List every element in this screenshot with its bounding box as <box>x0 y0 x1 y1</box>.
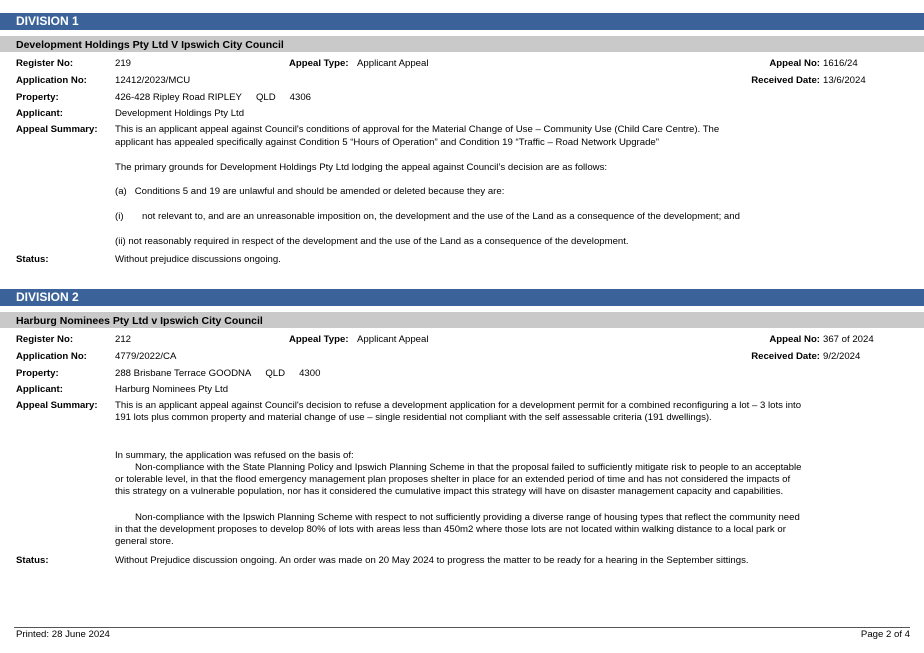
d2-application-no-value: 4779/2022/CA <box>115 351 177 362</box>
d2-appeal-no-label: Appeal No: <box>769 334 820 345</box>
d1-property-value <box>115 92 311 104</box>
d2-applicant-label: Applicant: <box>16 384 63 395</box>
d2-application-no-label: Application No: <box>16 351 87 362</box>
d2-appeal-summary-label: Appeal Summary: <box>16 400 98 411</box>
d2-received-date-value: 9/2/2024 <box>823 351 861 362</box>
d1-application-no-label: Application No: <box>16 75 87 86</box>
d2-summary-bullet-1 <box>115 462 805 498</box>
d1-item-i-text: not relevant to, and are an unreasonable imposition on, the development and the use of the Land as a consequence of the development; and <box>142 211 740 222</box>
printed-date: Printed: 28 June 2024 <box>16 629 110 640</box>
d2-summary-refused-basis: In summary, the application was refused on the basis of: <box>115 450 354 461</box>
footer-divider <box>14 627 910 628</box>
d1-summary-item-ii: (ii) not reasonably required in respect of the development and the use of the Land as a consequence of the development. <box>115 236 629 247</box>
d1-register-no-label: Register No: <box>16 58 74 69</box>
d2-appeal-no-value: 367 of 2024 <box>823 334 874 345</box>
d1-property-label: Property: <box>16 92 59 103</box>
d2-property-postcode: 4300 <box>299 368 321 379</box>
d1-received-date-label: Received Date: <box>751 75 820 86</box>
d1-property-postcode: 4306 <box>289 92 312 103</box>
d2-appeal-type-label: Appeal Type: <box>289 334 349 345</box>
d1-summary-item-a <box>115 186 504 198</box>
division-2-header: DIVISION 2 <box>0 289 924 306</box>
d2-appeal-type-value: Applicant Appeal <box>357 334 429 345</box>
d1-item-a-marker: (a) <box>115 186 127 197</box>
d2-status-label: Status: <box>16 555 49 566</box>
d1-summary-item-i <box>115 211 740 223</box>
d1-summary-grounds: The primary grounds for Development Holdings Pty Ltd lodging the appeal against Council’s decision are as follows: <box>115 162 608 173</box>
d2-applicant-value: Harburg Nominees Pty Ltd <box>115 384 229 395</box>
d2-bullet-1-text: Non-compliance with the State Planning Policy and Ipswich Planning Scheme in that the proposal failed to sufficiently mitigate risk to people to an acceptable or tolerable level, in that the flood emergency management plan proposes shelter in place for an extended period of time and has not considered the impacts of this strategy on a vulnerable population, nor has it considered the cumulative impact this strategy will have on disaster management capacity and capabilities. <box>115 462 802 497</box>
d1-appeal-summary-label: Appeal Summary: <box>16 124 98 135</box>
d2-property-state: QLD <box>265 368 286 379</box>
d1-register-no-value: 219 <box>115 58 132 69</box>
d1-received-date-value: 13/6/2024 <box>823 75 866 86</box>
d1-summary-line-2: applicant has appealed specifically against Condition 5 “Hours of Operation” and Condition 19 “Traffic – Road Network Upgrade” <box>115 137 659 148</box>
d1-item-i-marker: (i) <box>115 211 124 222</box>
d1-summary-line-1: This is an applicant appeal against Council's conditions of approval for the Material Change of Use – Community Use (Child Care Centre). The <box>115 124 720 135</box>
page-number: Page 2 of 4 <box>860 629 910 640</box>
d1-item-a-text: Conditions 5 and 19 are unlawful and should be amended or deleted because they are: <box>134 186 505 197</box>
d1-applicant-label: Applicant: <box>16 108 63 119</box>
d1-appeal-type-value: Applicant Appeal <box>357 58 429 69</box>
d1-appeal-no-value: 1616/24 <box>823 58 858 69</box>
d1-applicant-value: Development Holdings Pty Ltd <box>115 108 245 119</box>
d1-property-address: 426-428 Ripley Road RIPLEY <box>115 92 242 103</box>
d2-summary-intro: This is an applicant appeal against Council's decision to refuse a development application for a development permit for a combined reconfiguring a lot – 3 lots into 191 lots plus common property and material change of use – single residential not compliant with the self assessable criteria (191 dwellings). <box>115 400 802 423</box>
d1-status-value: Without prejudice discussions ongoing. <box>115 254 281 265</box>
d2-register-no-value: 212 <box>115 334 132 345</box>
d2-register-no-label: Register No: <box>16 334 74 345</box>
d1-application-no-value: 12412/2023/MCU <box>115 75 191 86</box>
division-1-header: DIVISION 1 <box>0 13 924 30</box>
d1-property-state: QLD <box>255 92 276 103</box>
d1-appeal-no-label: Appeal No: <box>769 58 820 69</box>
d2-status-value: Without Prejudice discussion ongoing. An order was made on 20 May 2024 to progress the matter to be ready for a hearing in the September sittings. <box>115 555 749 566</box>
d2-property-label: Property: <box>16 368 59 379</box>
d2-summary-bullet-2 <box>115 512 805 548</box>
d2-property-value <box>115 368 320 380</box>
d2-property-address: 288 Brisbane Terrace GOODNA <box>115 368 252 379</box>
d2-received-date-label: Received Date: <box>751 351 820 362</box>
division-1-case-title: Development Holdings Pty Ltd V Ipswich City Council <box>0 36 924 52</box>
division-2-case-title: Harburg Nominees Pty Ltd v Ipswich City Council <box>0 312 924 328</box>
d1-status-label: Status: <box>16 254 49 265</box>
d2-bullet-2-text: Non-compliance with the Ipswich Planning Scheme with respect to not sufficiently providing a diverse range of housing types that reflect the community need in that the development proposes to develop 80% of lots with areas less than 450m2 where those lots are not located within walking distance to a local park or general store. <box>115 512 800 547</box>
d1-appeal-type-label: Appeal Type: <box>289 58 349 69</box>
